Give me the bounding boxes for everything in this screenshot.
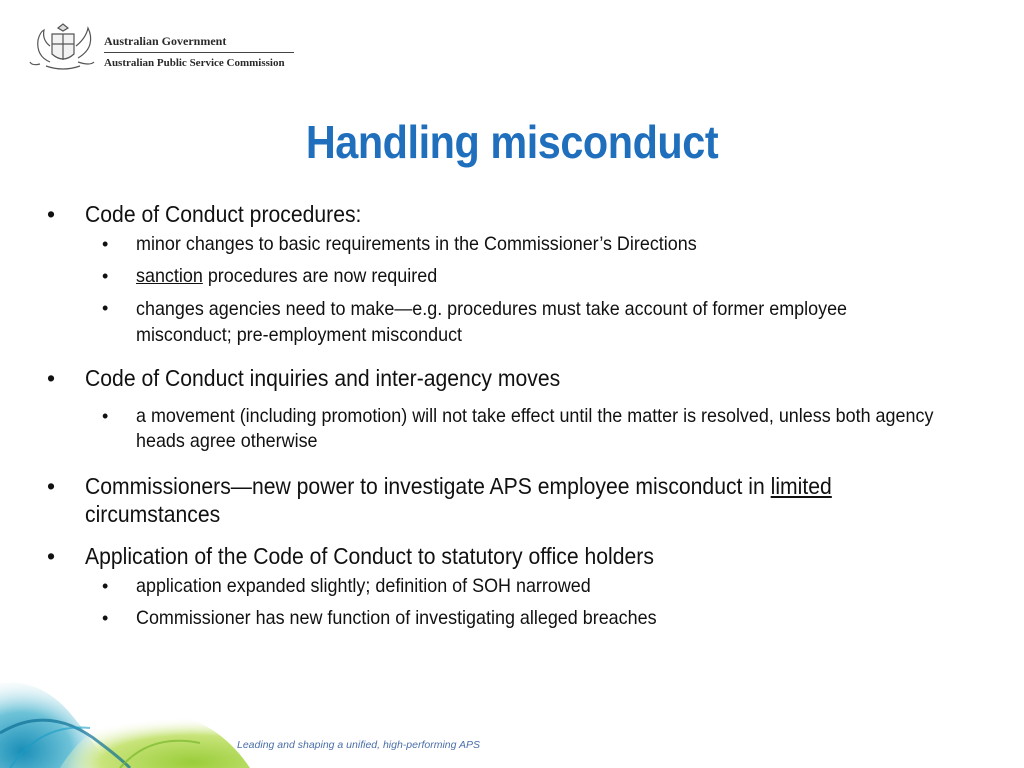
bullet-text: Application of the Code of Conduct to statutory office holders xyxy=(85,543,654,569)
bullet-text: Code of Conduct procedures: xyxy=(85,201,362,227)
bullet-icon: • xyxy=(47,365,56,391)
sub-bullet-text: minor changes to basic requirements in the Commissioner’s Directions xyxy=(136,233,697,255)
bullet-icon: • xyxy=(47,543,56,569)
bullet-icon: • xyxy=(47,473,56,499)
bullet-item xyxy=(44,364,944,392)
sub-bullet-item xyxy=(44,296,944,348)
bullet-icon: • xyxy=(102,298,109,318)
agency-name: Australian Public Service Commission xyxy=(104,57,285,69)
gov-name: Australian Government xyxy=(104,34,294,53)
sub-bullet-text: application expanded slightly; definition of SOH narrowed xyxy=(136,575,591,597)
sub-bullet-item xyxy=(44,264,944,288)
slide-title: Handling misconduct xyxy=(305,116,719,168)
sub-bullet-text: a movement (including promotion) will not take effect until the matter is resolved, unless both agency heads agree otherwise xyxy=(136,405,934,452)
sub-bullet-item xyxy=(44,232,944,256)
bullet-icon: • xyxy=(102,234,109,254)
government-logo xyxy=(28,22,298,74)
bullet-text: Code of Conduct inquiries and inter-agency moves xyxy=(85,365,561,391)
bullet-item xyxy=(44,472,944,528)
bullet-icon: • xyxy=(102,266,109,286)
bullet-text: Commissioners—new power to investigate APS employee misconduct in xyxy=(85,473,771,499)
underlined-term: sanction xyxy=(136,265,203,287)
sub-bullet-item xyxy=(44,404,944,454)
bullet-item xyxy=(44,200,944,228)
bullet-list xyxy=(44,200,944,638)
bullet-icon: • xyxy=(102,608,109,628)
sub-bullet-text: changes agencies need to make—e.g. procedures must take account of former employee misconduct; pre-employment misconduct xyxy=(136,298,848,346)
sub-bullet-text: Commissioner has new function of investigating alleged breaches xyxy=(136,607,657,629)
decorative-swirl-graphic xyxy=(0,673,260,768)
sub-bullet-item xyxy=(44,574,944,598)
footer-tagline: Leading and shaping a unified, high-performing APS xyxy=(237,739,481,751)
bullet-icon: • xyxy=(47,201,56,227)
bullet-icon: • xyxy=(102,576,109,596)
sub-bullet-text: procedures are now required xyxy=(202,265,438,287)
underlined-term: limited xyxy=(770,473,832,499)
sub-bullet-item xyxy=(44,606,944,630)
bullet-icon: • xyxy=(102,406,109,426)
coat-of-arms-icon xyxy=(28,22,98,74)
bullet-item xyxy=(44,542,944,570)
bullet-text: circumstances xyxy=(85,501,221,527)
